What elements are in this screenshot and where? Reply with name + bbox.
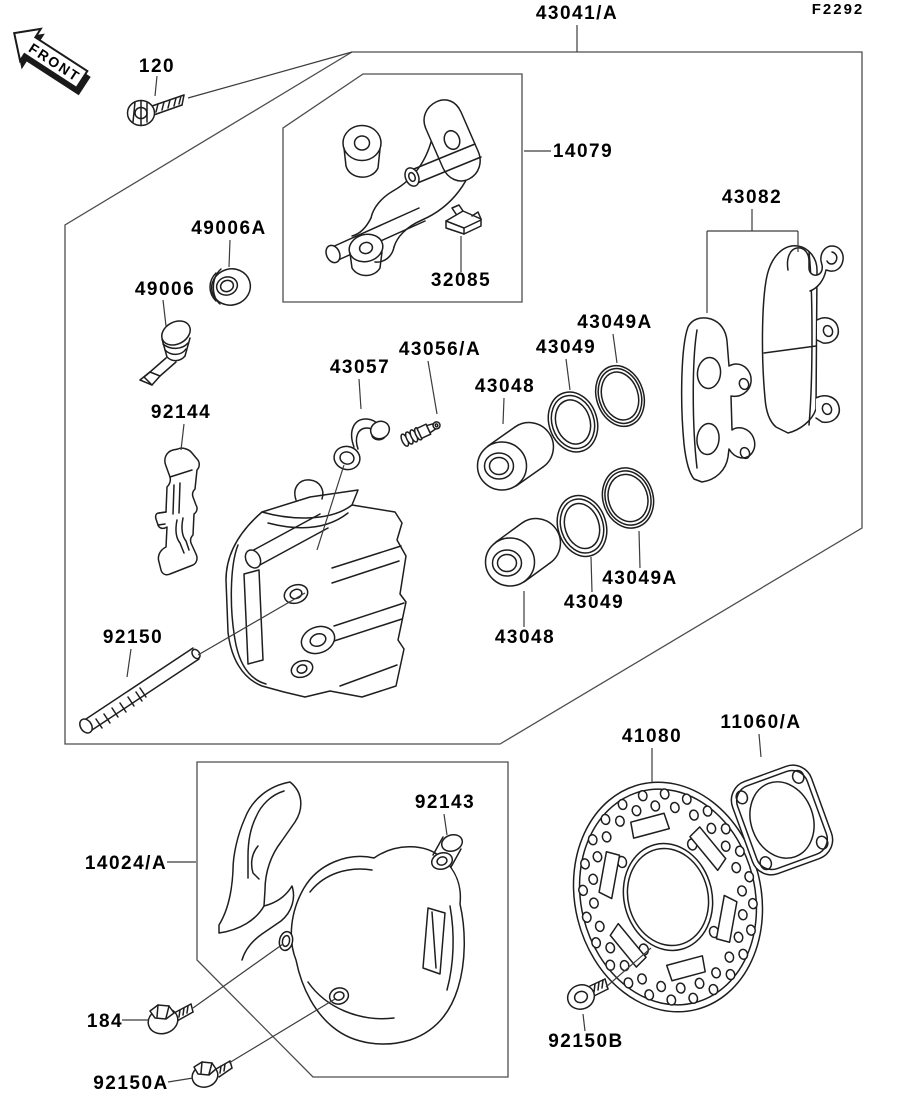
caliper-body-drawing <box>226 480 406 697</box>
part-label-14024A: 14024/A <box>84 853 168 874</box>
brake-pads-drawing <box>682 246 843 482</box>
collar-drawing <box>430 832 465 872</box>
part-label-14079: 14079 <box>552 141 614 162</box>
anti-rattle-spring-drawing <box>156 448 200 575</box>
part-label-43049-upper: 43049 <box>535 337 597 358</box>
part-label-92150: 92150 <box>102 627 164 648</box>
part-label-43082: 43082 <box>721 187 783 208</box>
part-label-43049-lower: 43049 <box>563 592 625 613</box>
figure-code: F2292 <box>811 1 865 18</box>
part-label-120: 120 <box>138 56 176 77</box>
hose-clamp-drawing <box>331 418 392 472</box>
plug-fitting-drawing <box>140 316 194 385</box>
front-arrow-marker <box>1 18 97 101</box>
part-label-92150B: 92150B <box>548 1031 624 1052</box>
caliper-pin-bolt-drawing <box>77 648 201 735</box>
part-label-92150A: 92150A <box>93 1073 169 1094</box>
disc-cover-drawing <box>219 782 464 1044</box>
piston-lower-drawing <box>486 519 561 586</box>
caliper-holder-box <box>283 74 522 302</box>
cap-plug-drawing <box>207 264 255 310</box>
part-label-92143: 92143 <box>414 792 476 813</box>
caliper-holder-drawing <box>323 100 481 276</box>
part-label-32085: 32085 <box>430 270 492 291</box>
part-label-43049A-lower: 43049A <box>602 568 678 589</box>
part-label-11060A: 11060/A <box>720 712 802 733</box>
front-arrow-label: FRONT <box>25 39 84 85</box>
part-label-184: 184 <box>86 1011 124 1032</box>
part-label-43056A: 43056/A <box>398 339 482 360</box>
part-label-43041A: 43041/A <box>535 3 619 24</box>
part-label-43048-upper: 43048 <box>474 376 536 397</box>
dust-seal-lower-drawing <box>595 461 661 534</box>
part-label-49006: 49006 <box>134 279 196 300</box>
hex-bolt-184-drawing <box>145 1004 193 1038</box>
part-label-41080: 41080 <box>621 726 683 747</box>
pad-shim-drawing <box>446 205 481 234</box>
disc-bolt-drawing <box>564 979 608 1013</box>
part-label-43049A-upper: 43049A <box>577 312 653 333</box>
part-label-43048-lower: 43048 <box>494 627 556 648</box>
part-label-43057: 43057 <box>329 357 391 378</box>
socket-bolt-drawing <box>128 95 185 126</box>
hex-bolt-92150A-drawing <box>189 1061 232 1090</box>
part-label-92144: 92144 <box>150 402 212 423</box>
bleed-valve-drawing <box>400 418 443 447</box>
piston-upper-drawing <box>478 423 554 490</box>
part-label-49006A: 49006A <box>191 218 267 239</box>
